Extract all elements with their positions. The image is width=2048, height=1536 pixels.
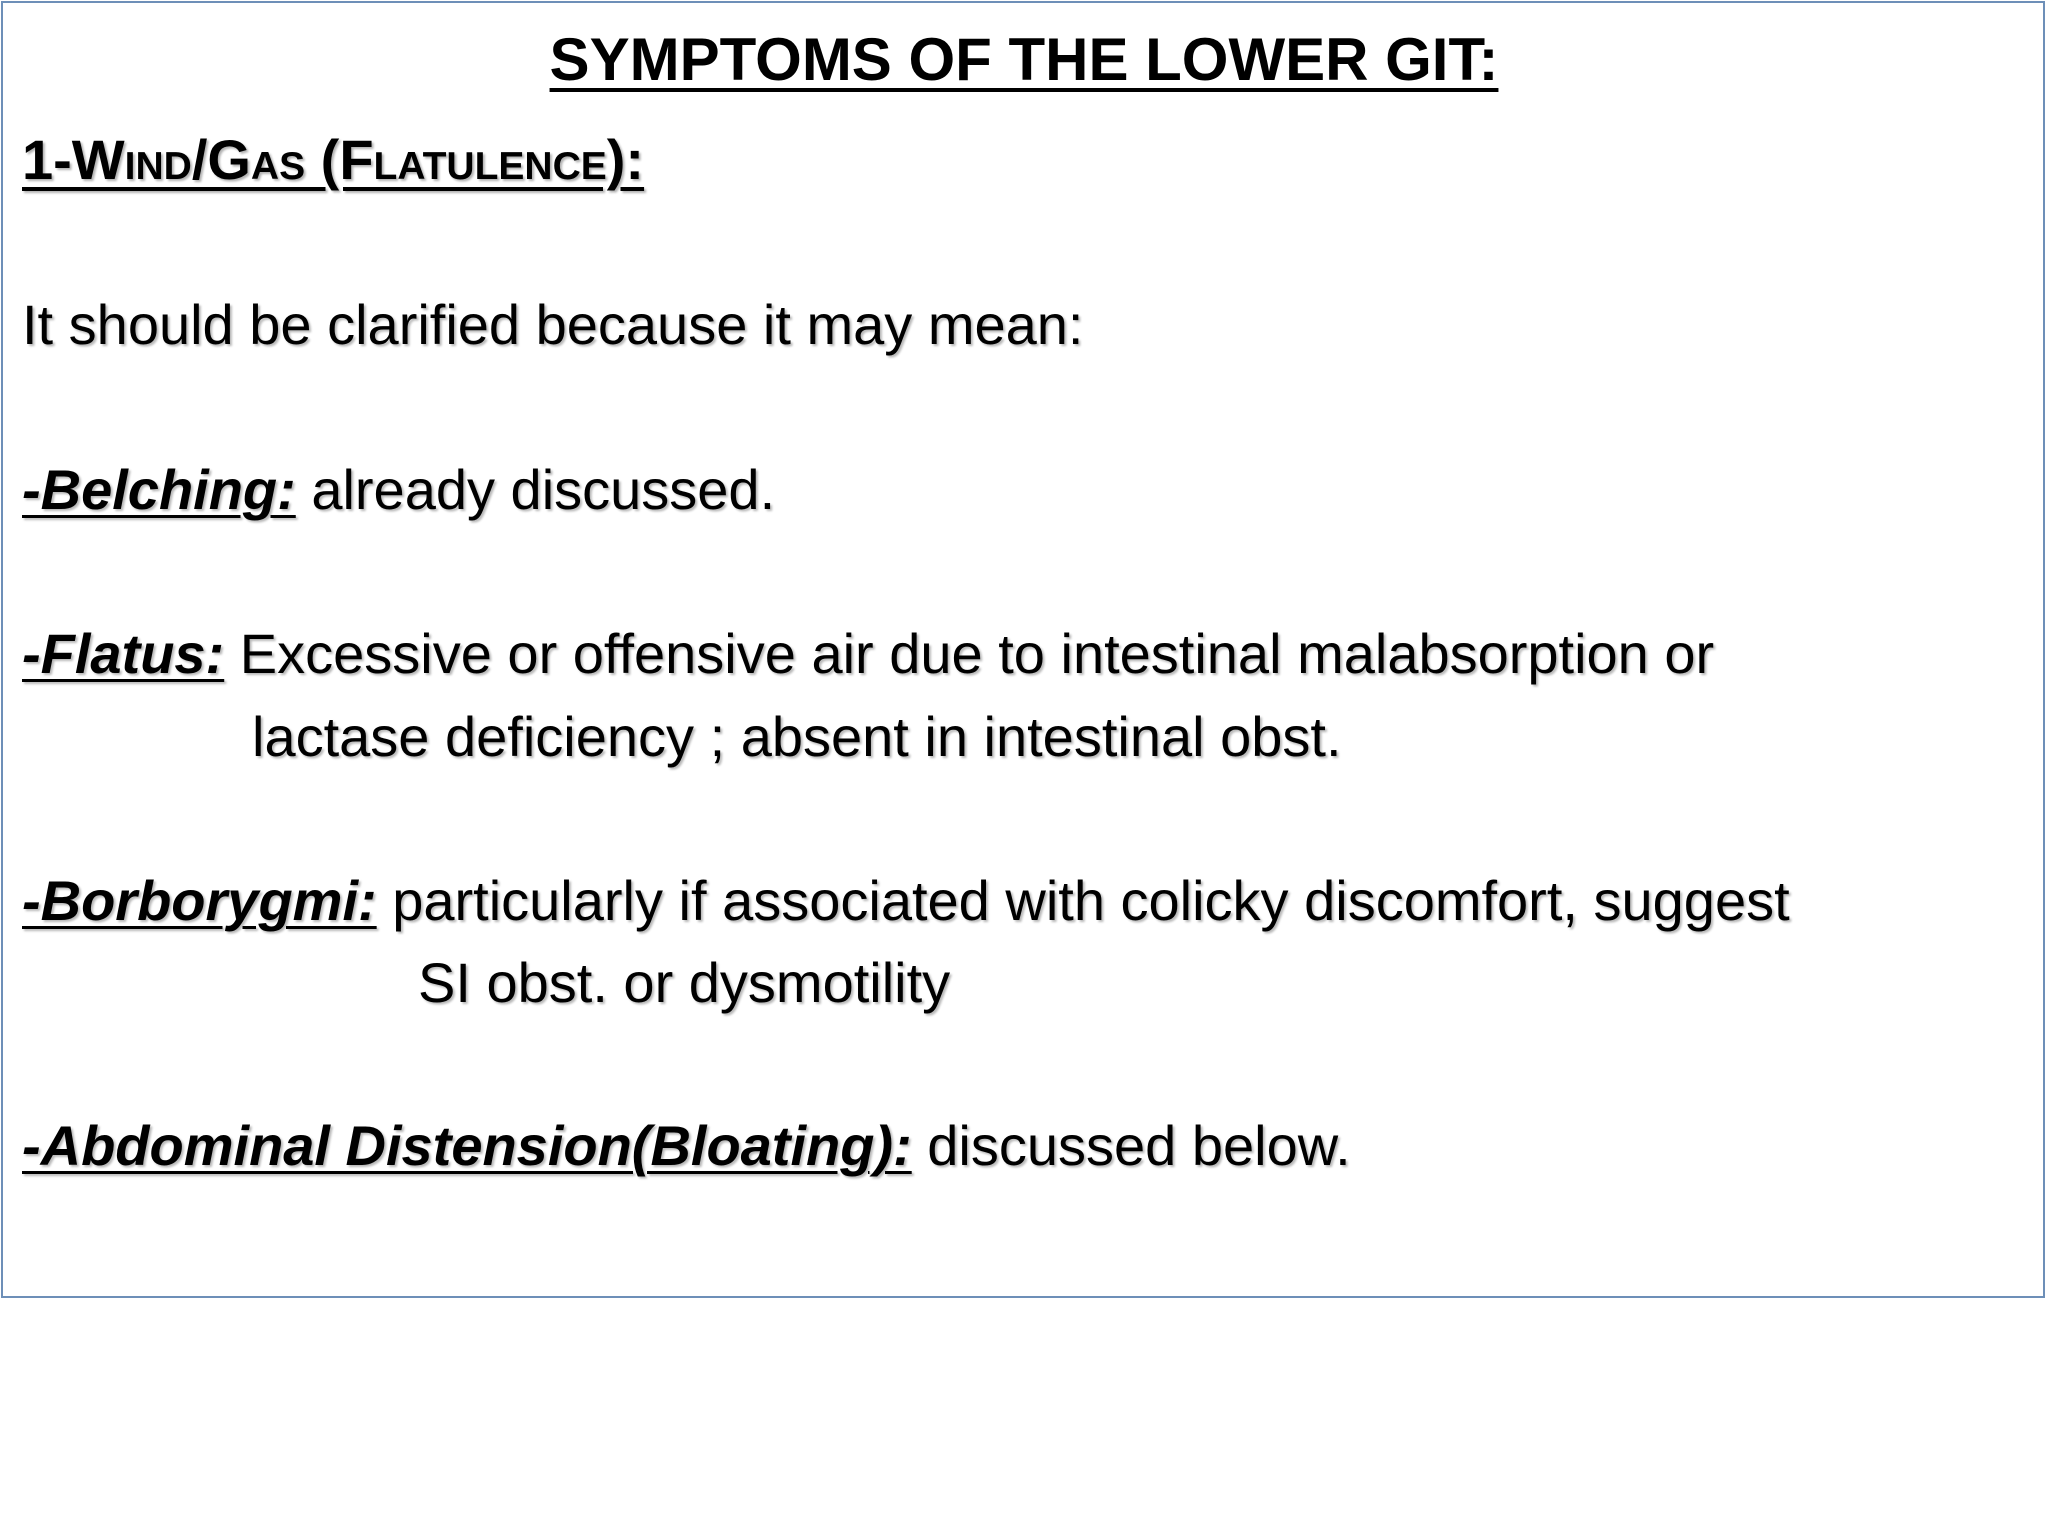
belching-item	[22, 450, 775, 530]
abdominal-distension-term: -Abdominal Distension(Bloating):	[22, 1114, 912, 1177]
borborygmi-description-line-2: SI obst. or dysmotility	[418, 951, 951, 1014]
borborygmi-description-line-1: particularly if associated with colicky discomfort, suggest	[376, 869, 1790, 932]
section-heading: 1-Wind/Gas (Flatulence):	[22, 128, 645, 191]
abdominal-distension-item	[22, 1106, 1351, 1186]
abdominal-distension-description: discussed below.	[911, 1114, 1351, 1177]
flatus-item	[22, 614, 1714, 694]
belching-term: -Belching:	[22, 458, 296, 521]
borborygmi-term: -Borborygmi:	[22, 869, 377, 932]
intro-text: It should be clarified because it may mean:	[22, 293, 1084, 356]
flatus-description-line-1: Excessive or offensive air due to intestinal malabsorption or	[224, 622, 1715, 685]
slide-title: SYMPTOMS OF THE LOWER GIT:	[549, 26, 1499, 93]
flatus-description-line-2: lactase deficiency ; absent in intestinal obst.	[252, 705, 1342, 768]
flatus-term: -Flatus:	[22, 622, 225, 685]
borborygmi-item	[22, 861, 1790, 941]
belching-description: already discussed.	[295, 458, 776, 521]
